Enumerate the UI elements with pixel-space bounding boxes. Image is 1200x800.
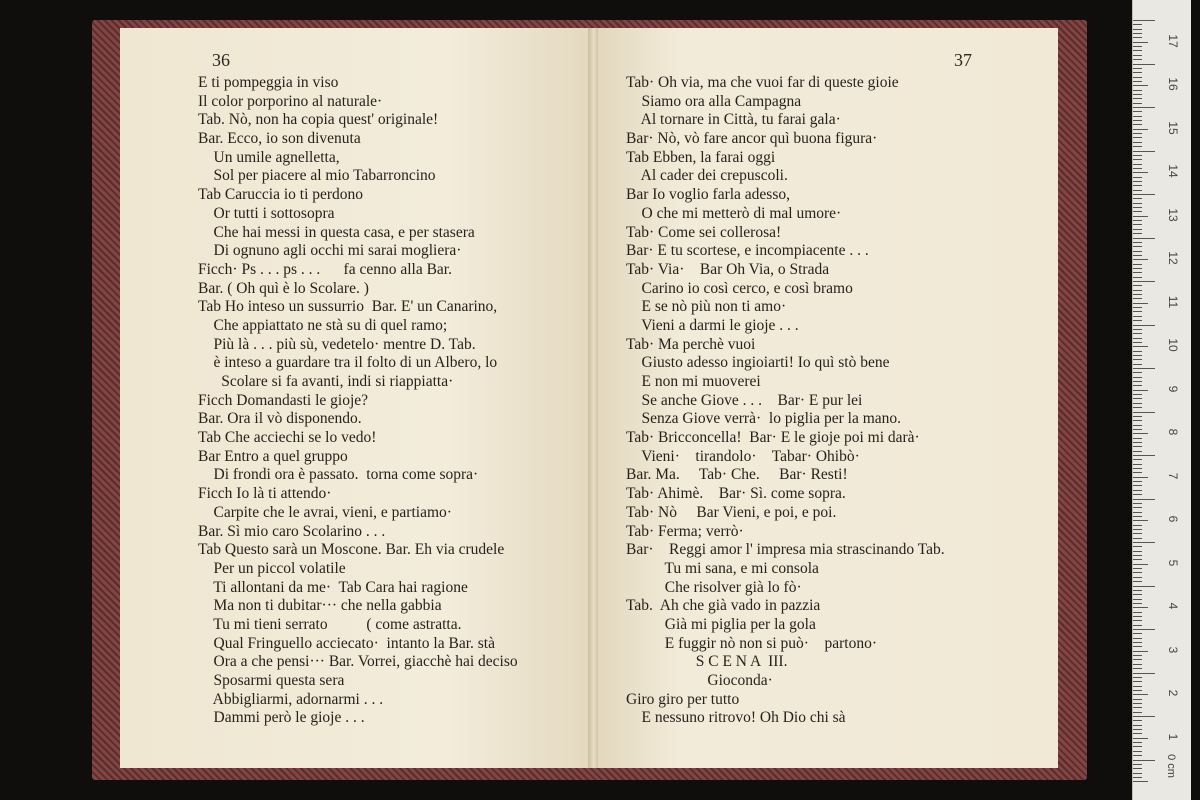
ruler-tick [1133, 155, 1142, 156]
text-line: Tab· Ma perchè vuoi [626, 335, 756, 353]
text-line: Vieni a darmi le gioje . . . [626, 316, 799, 334]
ruler-tick [1133, 586, 1155, 587]
ruler-number: 7 [1166, 472, 1180, 480]
text-line: E fuggir nò non si può· partono· [626, 634, 877, 652]
ruler-tick [1133, 499, 1155, 500]
ruler-tick [1133, 303, 1148, 304]
ruler-tick [1133, 572, 1142, 573]
ruler-tick [1133, 416, 1142, 417]
ruler-tick [1133, 290, 1142, 291]
text-line: Ficch Domandasti le gioje? [198, 391, 369, 409]
ruler-tick [1133, 164, 1142, 165]
ruler-tick [1133, 529, 1142, 530]
ruler-tick [1133, 433, 1148, 434]
ruler-tick [1133, 242, 1142, 243]
ruler-tick [1133, 760, 1155, 761]
ruler-tick [1133, 520, 1148, 521]
ruler-tick [1133, 603, 1142, 604]
ruler-tick [1133, 642, 1142, 643]
ruler-tick [1133, 429, 1142, 430]
ruler-tick [1133, 85, 1148, 86]
text-line: Abbigliarmi, adornarmi . . . [198, 690, 384, 708]
ruler-tick [1133, 90, 1142, 91]
ruler-tick [1133, 564, 1148, 565]
ruler-tick [1133, 24, 1142, 25]
text-line: Ficch Io là ti attendo· [198, 485, 332, 503]
ruler-tick [1133, 459, 1142, 460]
ruler-tick [1133, 211, 1142, 212]
ruler-tick [1133, 298, 1142, 299]
left-page [120, 28, 590, 768]
text-line: S C E N A III. [626, 653, 788, 671]
ruler-tick [1133, 485, 1142, 486]
ruler-tick [1133, 464, 1142, 465]
text-line: Un umile agnelletta, [198, 148, 340, 166]
ruler-tick [1133, 368, 1155, 369]
ruler-tick [1133, 507, 1142, 508]
ruler-tick [1133, 355, 1142, 356]
text-line: Giusto adesso ingioiarti! Io quì stò bene [626, 354, 890, 372]
ruler-tick [1133, 677, 1142, 678]
ruler-tick [1133, 311, 1142, 312]
text-line: Tab Questo sarà un Moscone. Bar. Eh via crudele [198, 541, 505, 559]
ruler-number: 8 [1166, 428, 1180, 436]
ruler-tick [1133, 655, 1142, 656]
text-line: Qual Fringuello acciecato· intanto la Bar. stà [198, 634, 495, 652]
ruler-number: 4 [1166, 602, 1180, 610]
ruler-tick [1133, 638, 1142, 639]
ruler-tick [1133, 594, 1142, 595]
ruler-tick [1133, 398, 1142, 399]
ruler-tick [1133, 481, 1142, 482]
right-page-number: 37 [954, 50, 972, 70]
ruler-tick [1133, 272, 1142, 273]
ruler-tick [1133, 372, 1142, 373]
ruler-tick [1133, 468, 1142, 469]
text-line: Bar· Nò, vò fare ancor quì buona figura· [626, 130, 878, 148]
ruler-tick [1133, 646, 1142, 647]
text-line: E ti pompeggia in viso [198, 74, 339, 91]
ruler-tick [1133, 68, 1142, 69]
ruler-tick [1133, 659, 1142, 660]
ruler-tick [1133, 620, 1142, 621]
text-line: Tab· Oh via, ma che vuoi far di queste gioie [626, 74, 899, 91]
ruler-number: 9 [1166, 385, 1180, 393]
ruler-tick [1133, 81, 1142, 82]
text-line: Dammi però le gioje . . . [198, 709, 365, 727]
ruler-tick [1133, 268, 1142, 269]
text-line: Bar. Ma. Tab· Che. Bar· Resti! [626, 466, 848, 484]
ruler-tick [1133, 385, 1142, 386]
ruler-tick [1133, 129, 1148, 130]
ruler-tick [1133, 681, 1142, 682]
ruler-tick [1133, 259, 1148, 260]
text-line: Vieni· tirandolo· Tabar· Ohibò· [626, 447, 860, 465]
ruler-tick [1133, 686, 1142, 687]
left-page-number: 36 [212, 50, 230, 70]
text-line: Bar· Reggi amor l' impresa mia strascinando Tab. [626, 541, 945, 559]
ruler-tick [1133, 712, 1142, 713]
ruler-tick [1133, 207, 1142, 208]
ruler-number: 14 [1166, 164, 1180, 178]
ruler-tick [1133, 320, 1142, 321]
text-line: Più là . . . più sù, vedetelo· mentre D. Tab. [198, 335, 476, 353]
ruler-unit-label: 0 cm [1164, 754, 1177, 778]
ruler-tick [1133, 651, 1148, 652]
ruler-tick [1133, 338, 1142, 339]
ruler-tick [1133, 673, 1155, 674]
ruler-tick [1133, 751, 1142, 752]
ruler-number: 11 [1166, 295, 1180, 308]
text-line: Sol per piacere al mio Tabarroncino [198, 167, 436, 185]
ruler-tick [1133, 746, 1142, 747]
text-line: Tab· Come sei collerosa! [626, 223, 782, 241]
text-line: è inteso a guardare tra il folto di un Albero, lo [198, 354, 498, 372]
ruler-tick [1133, 277, 1142, 278]
ruler-tick [1133, 533, 1142, 534]
ruler-tick [1133, 512, 1142, 513]
ruler-tick [1133, 612, 1142, 613]
ruler-tick [1133, 98, 1142, 99]
ruler-tick [1133, 364, 1142, 365]
ruler-tick [1133, 412, 1155, 413]
ruler-tick [1133, 251, 1142, 252]
ruler-tick [1133, 425, 1142, 426]
ruler-tick [1133, 407, 1142, 408]
ruler-tick [1133, 394, 1142, 395]
ruler-tick [1133, 29, 1142, 30]
ruler-tick [1133, 203, 1142, 204]
text-line: Ora a che pensi··· Bar. Vorrei, giacchè hai deciso [198, 653, 518, 671]
text-line: Di frondi ora è passato. torna come sopra· [198, 466, 479, 484]
ruler-tick [1133, 725, 1142, 726]
ruler-tick [1133, 546, 1142, 547]
ruler-tick [1133, 107, 1155, 108]
ruler-tick [1133, 142, 1142, 143]
text-line: Tab. Ah che già vado in pazzia [626, 597, 821, 615]
text-line: Giro giro per tutto [626, 690, 740, 708]
ruler-tick [1133, 346, 1148, 347]
text-line: Per un piccol volatile [198, 559, 346, 577]
ruler-tick [1133, 151, 1155, 152]
ruler-tick [1133, 185, 1142, 186]
text-line: Ma non ti dubitar··· che nella gabbia [198, 597, 442, 615]
ruler-tick [1133, 190, 1142, 191]
ruler-tick [1133, 194, 1155, 195]
ruler-tick [1133, 333, 1142, 334]
ruler-tick [1133, 285, 1142, 286]
ruler-tick [1133, 633, 1142, 634]
ruler-tick [1133, 773, 1142, 774]
ruler-tick [1133, 381, 1142, 382]
ruler-tick [1133, 294, 1142, 295]
ruler-tick [1133, 264, 1142, 265]
ruler-tick [1133, 755, 1142, 756]
text-line: Sposarmi questa sera [198, 672, 345, 689]
text-line: Carino io così cerco, e così bramo [626, 279, 853, 297]
ruler-tick [1133, 477, 1148, 478]
ruler-tick [1133, 625, 1142, 626]
ruler-tick [1133, 159, 1142, 160]
left-page-text [198, 74, 518, 728]
ruler-tick [1133, 781, 1148, 782]
ruler-tick [1133, 64, 1155, 65]
text-line: Tab. Nò, non ha copia quest' originale! [198, 111, 439, 129]
ruler-tick [1133, 120, 1142, 121]
ruler-tick [1133, 559, 1142, 560]
text-line: Tab Che acciechi se lo vedo! [198, 429, 377, 447]
text-line: Bar. Sì mio caro Scolarino . . . [198, 522, 386, 540]
ruler-tick [1133, 690, 1142, 691]
ruler-tick [1133, 607, 1148, 608]
text-line: Carpite che le avrai, vieni, e partiamo· [198, 503, 452, 521]
text-line: Che appiattato ne stà su di quel ramo; [198, 316, 448, 334]
ruler-tick [1133, 494, 1142, 495]
ruler-tick [1133, 246, 1142, 247]
ruler-tick [1133, 729, 1142, 730]
text-line: Tab· Ahimè. Bar· Sì. come sopra. [626, 485, 846, 503]
ruler-tick [1133, 329, 1142, 330]
ruler-tick [1133, 20, 1155, 21]
ruler-tick [1133, 525, 1142, 526]
ruler-tick [1133, 738, 1148, 739]
ruler-number: 16 [1166, 77, 1180, 91]
ruler-tick [1133, 455, 1155, 456]
text-line: Siamo ora alla Campagna [626, 92, 802, 110]
ruler-tick [1133, 220, 1142, 221]
ruler-tick [1133, 490, 1142, 491]
text-line: Ti allontani da me· Tab Cara hai ragione [198, 578, 468, 596]
text-line: Bar· E tu scortese, e incompiacente . . . [626, 242, 869, 260]
ruler-tick [1133, 707, 1142, 708]
ruler-tick [1133, 111, 1142, 112]
ruler-tick [1133, 224, 1142, 225]
ruler-tick [1133, 137, 1142, 138]
text-line: Bar Entro a quel gruppo [198, 447, 348, 465]
ruler-tick [1133, 94, 1142, 95]
ruler-tick [1133, 716, 1155, 717]
ruler-tick [1133, 451, 1142, 452]
text-line: Senza Giove verrà· lo piglia per la mano. [626, 410, 902, 428]
ruler-tick [1133, 442, 1142, 443]
ruler-tick [1133, 359, 1142, 360]
text-line: Bar. Ora il vò disponendo. [198, 410, 362, 428]
text-line: Il color porporino al naturale· [198, 92, 383, 110]
ruler-tick [1133, 325, 1155, 326]
ruler-tick [1133, 420, 1142, 421]
text-line: Or tutti i sottosopra [198, 204, 335, 222]
ruler-tick [1133, 390, 1148, 391]
ruler-tick [1133, 733, 1142, 734]
ruler-tick [1133, 764, 1142, 765]
text-line: Tab· Nò Bar Vieni, e poi, e poi. [626, 503, 837, 521]
text-line: Bar. ( Oh quì è lo Scolare. ) [198, 279, 369, 297]
text-line: Già mi piglia per la gola [626, 615, 816, 633]
ruler-tick [1133, 616, 1142, 617]
text-line: Al tornare in Città, tu farai gala· [626, 111, 841, 129]
ruler-tick [1133, 694, 1148, 695]
ruler-tick [1133, 403, 1142, 404]
ruler-tick [1133, 146, 1142, 147]
ruler-tick [1133, 720, 1142, 721]
ruler-number: 15 [1166, 121, 1180, 135]
ruler-number: 17 [1166, 34, 1180, 48]
text-line: E non mi muoverei [626, 373, 761, 390]
ruler-tick [1133, 503, 1142, 504]
ruler-tick [1133, 229, 1142, 230]
text-line: E nessuno ritrovo! Oh Dio chi sà [626, 709, 846, 727]
text-line: Tab Ebben, la farai oggi [626, 148, 776, 166]
ruler-tick [1133, 351, 1142, 352]
ruler-tick [1133, 72, 1142, 73]
measurement-ruler [1132, 0, 1191, 800]
text-line: Che risolver già lo fò· [626, 578, 802, 596]
ruler-tick [1133, 233, 1142, 234]
text-line: Di ognuno agli occhi mi sarai mogliera· [198, 242, 462, 260]
ruler-tick [1133, 216, 1148, 217]
ruler-tick [1133, 472, 1142, 473]
ruler-tick [1133, 238, 1155, 239]
text-line: Tu mi tieni serrato ( come astratta. [198, 615, 462, 633]
ruler-number: 3 [1166, 646, 1180, 654]
ruler-tick [1133, 181, 1142, 182]
ruler-tick [1133, 438, 1142, 439]
text-line: Ficch· Ps . . . ps . . . fa cenno alla Bar. [198, 260, 452, 278]
text-line: Tab· Bricconcella! Bar· E le gioje poi mi darà· [626, 429, 920, 447]
text-line: Tab· Ferma; verrò· [626, 522, 744, 540]
text-line: Bar. Ecco, io son divenuta [198, 130, 361, 148]
ruler-tick [1133, 581, 1142, 582]
ruler-tick [1133, 198, 1142, 199]
ruler-tick [1133, 37, 1142, 38]
ruler-tick [1133, 664, 1142, 665]
ruler-tick [1133, 103, 1142, 104]
ruler-number: 12 [1166, 251, 1180, 265]
text-line: Tab· Via· Bar Oh Via, o Strada [626, 260, 830, 278]
text-line: Gioconda· [626, 672, 773, 689]
ruler-tick [1133, 551, 1142, 552]
ruler-tick [1133, 568, 1142, 569]
ruler-tick [1133, 599, 1142, 600]
ruler-number: 13 [1166, 208, 1180, 222]
ruler-tick [1133, 516, 1142, 517]
ruler-number: 1 [1166, 733, 1180, 741]
ruler-tick [1133, 42, 1148, 43]
ruler-tick [1133, 172, 1148, 173]
text-line: Al cader dei crepuscoli. [626, 167, 788, 185]
ruler-tick [1133, 133, 1142, 134]
text-line: Tu mi sana, e mi consola [626, 559, 819, 577]
text-line: Tab Ho inteso un sussurrio Bar. E' un Canarino, [198, 298, 498, 316]
ruler-tick [1133, 742, 1142, 743]
text-line: Bar Io voglio farla adesso, [626, 186, 790, 204]
ruler-tick [1133, 542, 1155, 543]
ruler-tick [1133, 316, 1142, 317]
ruler-tick [1133, 168, 1142, 169]
ruler-tick [1133, 703, 1142, 704]
ruler-tick [1133, 255, 1142, 256]
ruler-tick [1133, 55, 1142, 56]
ruler-tick [1133, 577, 1142, 578]
ruler-tick [1133, 46, 1142, 47]
ruler-tick [1133, 50, 1142, 51]
ruler-tick [1133, 668, 1142, 669]
ruler-tick [1133, 555, 1142, 556]
text-line: Tab Caruccia io ti perdono [198, 186, 364, 204]
ruler-tick [1133, 281, 1155, 282]
ruler-tick [1133, 177, 1142, 178]
ruler-tick [1133, 768, 1142, 769]
ruler-tick [1133, 777, 1142, 778]
right-page [598, 28, 1058, 768]
ruler-tick [1133, 446, 1142, 447]
ruler-tick [1133, 116, 1142, 117]
ruler-tick [1133, 538, 1142, 539]
ruler-tick [1133, 590, 1142, 591]
ruler-number: 2 [1166, 689, 1180, 697]
text-line: Se anche Giove . . . Bar· E pur lei [626, 391, 863, 409]
ruler-number: 10 [1166, 338, 1180, 352]
text-line: Che hai messi in questa casa, e per stasera [198, 223, 475, 241]
ruler-number: 6 [1166, 515, 1180, 523]
ruler-number: 5 [1166, 559, 1180, 567]
ruler-tick [1133, 33, 1142, 34]
ruler-tick [1133, 699, 1142, 700]
ruler-tick [1133, 377, 1142, 378]
text-line: Scolare si fa avanti, indi si riappiatta· [198, 373, 454, 390]
ruler-tick [1133, 307, 1142, 308]
right-page-text [626, 74, 945, 728]
ruler-tick [1133, 59, 1142, 60]
text-line: E se nò più non ti amo· [626, 298, 787, 316]
text-line: O che mi metterò di mal umore· [626, 204, 842, 222]
ruler-tick [1133, 629, 1155, 630]
ruler-tick [1133, 342, 1142, 343]
ruler-tick [1133, 77, 1142, 78]
ruler-tick [1133, 124, 1142, 125]
